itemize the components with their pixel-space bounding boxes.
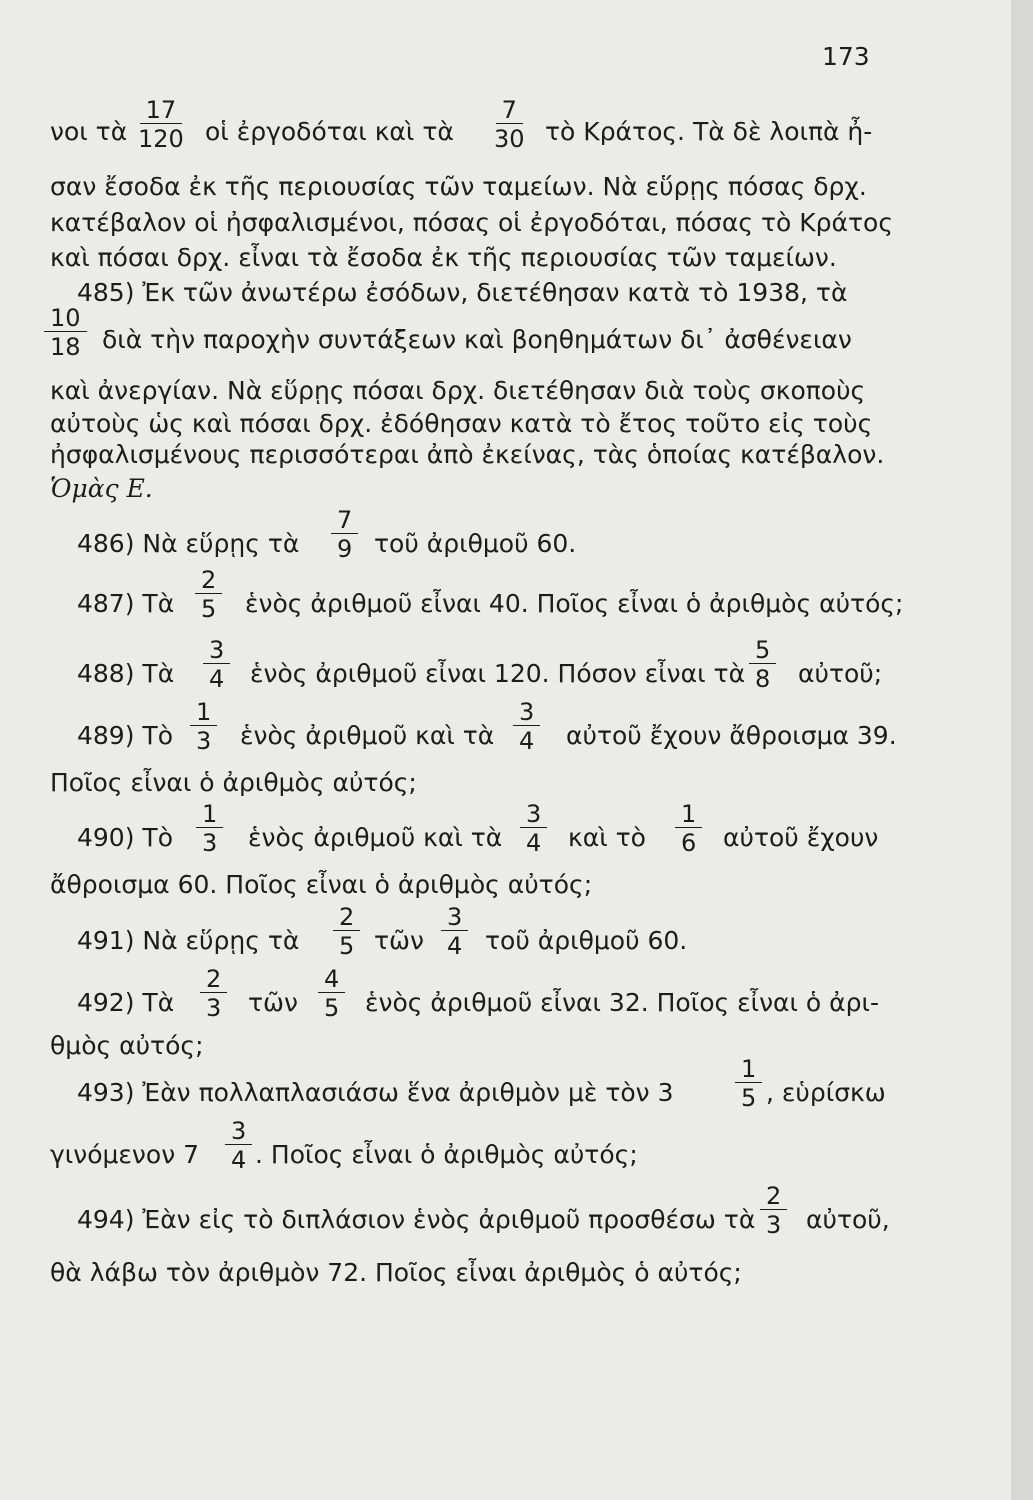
text-line: τοῦ ἀριθμοῦ 60. [485,926,688,955]
text-line: 493) Ἐὰν πολλαπλασιάσω ἕνα ἀριθμὸν μὲ τὸν 3 [77,1078,674,1107]
fraction-numerator: 5 [749,638,776,664]
fraction-denominator: 4 [526,829,542,857]
text-line: αὐτοῦ ἔχουν ἄθροισμα 39. [566,721,897,750]
fraction-denominator: 18 [50,333,81,361]
fraction-denominator: 5 [339,932,355,960]
text-line: ἑνὸς ἀριθμοῦ εἶναι 120. Πόσον εἶναι τὰ [250,659,746,688]
fraction-numerator: 2 [760,1184,787,1210]
fraction-1-5 [735,1057,762,1110]
fraction-numerator: 17 [140,98,183,124]
text-line: 492) Τὰ [77,988,175,1017]
text-line: αὐτοὺς ὡς καὶ πόσαι δρχ. ἐδόθησαν κατὰ τὸ ἔτος τοῦτο εἰς τοὺς [50,409,873,438]
text-line: καὶ ἀνεργίαν. Νὰ εὕρῃς πόσαι δρχ. διετέθησαν διὰ τοὺς σκοποὺς [50,376,866,405]
text-line: τὸ Κράτος. Τὰ δὲ λοιπὰ ἦ- [545,117,873,146]
fraction-denominator: 5 [741,1084,757,1112]
text-line: γινόμενον 7 [50,1140,200,1169]
fraction-3-4 [520,802,547,855]
text-line: 485) Ἐκ τῶν ἀνωτέρω ἐσόδων, διετέθησαν κατὰ τὸ 1938, τὰ [77,278,848,307]
fraction-numerator: 1 [196,802,223,828]
fraction-numerator: 1 [675,802,702,828]
fraction-denominator: 3 [196,727,212,755]
fraction-denominator: 3 [202,829,218,857]
fraction-3-4 [203,638,230,691]
section-heading: Ὁμὰς Ε. [50,474,153,503]
text-line: ἑνὸς ἀριθμοῦ καὶ τὰ [248,823,503,852]
fraction-numerator: 7 [331,508,358,534]
text-line: καὶ πόσαι δρχ. εἶναι τὰ ἔσοδα ἐκ τῆς περιουσίας τῶν ταμείων. [50,243,837,272]
fraction-2-5 [333,905,360,958]
fraction-17-120 [138,98,184,151]
fraction-10-18 [44,306,87,359]
fraction-numerator: 4 [318,967,345,993]
fraction-1-3 [196,802,223,855]
text-line: τοῦ ἀριθμοῦ 60. [374,529,577,558]
page-edge-shadow [1011,0,1033,1500]
fraction-3-4 [225,1119,252,1172]
fraction-numerator: 3 [520,802,547,828]
text-line: νοι τὰ [50,117,128,146]
text-line: οἱ ἐργοδόται καὶ τὰ [205,117,454,146]
text-line: αὐτοῦ; [798,659,883,688]
fraction-denominator: 30 [494,125,525,153]
text-line: . Ποῖος εἶναι ὁ ἀριθμὸς αὐτός; [255,1140,638,1169]
text-line: σαν ἔσοδα ἐκ τῆς περιουσίας τῶν ταμείων. Νὰ εὕρῃς πόσας δρχ. [50,172,867,201]
text-line: 494) Ἐὰν εἰς τὸ διπλάσιον ἑνὸς ἀριθμοῦ προσθέσω τὰ [77,1205,756,1234]
fraction-3-4 [513,700,540,753]
fraction-denominator: 9 [337,535,353,563]
text-line: 489) Τὸ [77,721,173,750]
fraction-2-5 [195,568,222,621]
fraction-numerator: 1 [735,1057,762,1083]
fraction-3-4 [441,905,468,958]
fraction-numerator: 3 [513,700,540,726]
fraction-numerator: 3 [441,905,468,931]
text-line: τῶν [374,926,424,955]
text-line: ἑνὸς ἀριθμοῦ καὶ τὰ [240,721,495,750]
fraction-numerator: 7 [496,98,523,124]
text-line: 487) Τὰ [77,589,175,618]
text-line: θὰ λάβω τὸν ἀριθμὸν 72. Ποῖος εἶναι ἀριθμὸς ὁ αὐτός; [50,1258,742,1287]
fraction-numerator: 10 [44,306,87,332]
fraction-numerator: 2 [195,568,222,594]
text-line: , εὑρίσκω [766,1078,886,1107]
text-line: 488) Τὰ [77,659,175,688]
fraction-1-3 [190,700,217,753]
text-line: Ποῖος εἶναι ὁ ἀριθμὸς αὐτός; [50,768,417,797]
fraction-denominator: 4 [209,665,225,693]
fraction-numerator: 1 [190,700,217,726]
text-line: αὐτοῦ, [806,1205,890,1234]
text-line: 490) Τὸ [77,823,173,852]
fraction-denominator: 5 [324,994,340,1022]
text-line: καὶ τὸ [568,823,646,852]
fraction-2-3 [760,1184,787,1237]
fraction-numerator: 3 [225,1119,252,1145]
fraction-denominator: 120 [138,125,184,153]
fraction-denominator: 3 [206,994,222,1022]
text-line: ἑνὸς ἀριθμοῦ εἶναι 32. Ποῖος εἶναι ὁ ἀρι- [365,988,880,1017]
text-line: 491) Νὰ εὕρῃς τὰ [77,926,300,955]
fraction-1-6 [675,802,702,855]
text-line: διὰ τὴν παροχὴν συντάξεων καὶ βοηθημάτων δι᾽ ἀσθένειαν [102,325,852,354]
text-line: κατέβαλον οἱ ἠσφαλισμένοι, πόσας οἱ ἐργοδόται, πόσας τὸ Κράτος [50,208,893,237]
fraction-4-5 [318,967,345,1020]
fraction-denominator: 8 [755,665,771,693]
fraction-2-3 [200,967,227,1020]
fraction-numerator: 2 [200,967,227,993]
text-line: ἄθροισμα 60. Ποῖος εἶναι ὁ ἀριθμὸς αὐτός; [50,870,593,899]
text-line: 486) Νὰ εὕρῃς τὰ [77,529,300,558]
text-line: ἠσφαλισμένους περισσότεραι ἀπὸ ἐκείνας, τὰς ὁποίας κατέβαλον. [50,440,885,469]
fraction-numerator: 3 [203,638,230,664]
fraction-denominator: 4 [519,727,535,755]
fraction-5-8 [749,638,776,691]
fraction-denominator: 5 [201,595,217,623]
fraction-denominator: 4 [447,932,463,960]
text-line: αὐτοῦ ἔχουν [723,823,879,852]
fraction-denominator: 4 [231,1146,247,1174]
fraction-denominator: 6 [681,829,697,857]
fraction-numerator: 2 [333,905,360,931]
page-number: 173 [822,42,870,71]
fraction-denominator: 3 [766,1211,782,1239]
fraction-7-9 [331,508,358,561]
text-line: θμὸς αὐτός; [50,1031,204,1060]
text-line: ἑνὸς ἀριθμοῦ εἶναι 40. Ποῖος εἶναι ὁ ἀριθμὸς αὐτός; [245,589,904,618]
fraction-7-30 [494,98,525,151]
text-line: τῶν [248,988,298,1017]
